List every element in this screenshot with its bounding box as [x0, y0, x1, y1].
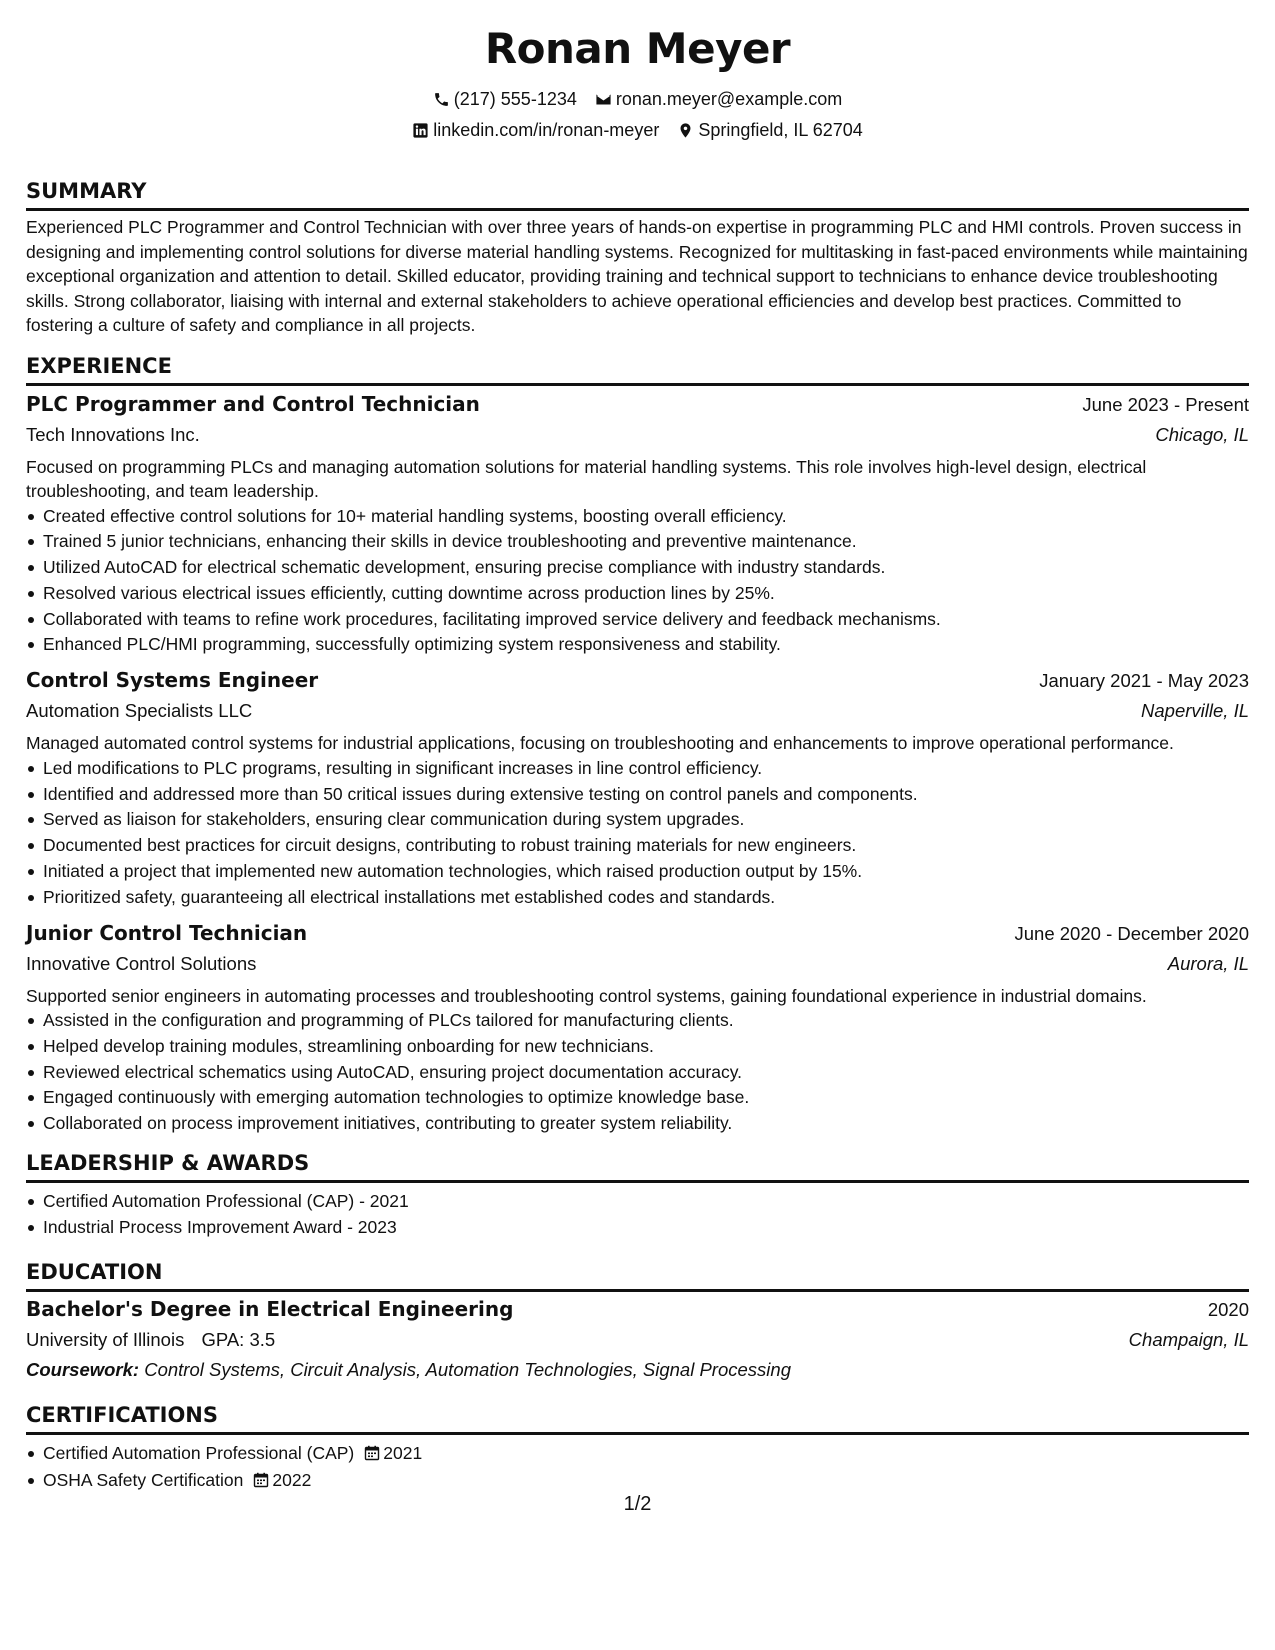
list-item: Resolved various electrical issues efficiently, cutting downtime across production lines by 25%. [26, 581, 1249, 607]
coursework-text: Control Systems, Circuit Analysis, Automation Technologies, Signal Processing [144, 1358, 791, 1380]
list-item: Reviewed electrical schematics using AutoCAD, ensuring project documentation accuracy. [26, 1060, 1249, 1086]
job-dates: January 2021 - May 2023 [1039, 670, 1249, 692]
job-description: Focused on programming PLCs and managing automation solutions for material handling systems. This role involves high-level design, electrical troubleshooting, and team leadership. [26, 456, 1147, 501]
list-item: Prioritized safety, guaranteeing all electrical installations met established codes and standards. [26, 885, 1249, 911]
candidate-name: Ronan Meyer [484, 24, 791, 73]
education-heading: EDUCATION [26, 1259, 1249, 1292]
linkedin-icon [412, 122, 429, 139]
gpa: GPA: 3.5 [201, 1328, 276, 1350]
education-degree-row [26, 1294, 1249, 1325]
list-item: Enhanced PLC/HMI programming, successfully optimizing system responsiveness and stability. [26, 632, 1249, 658]
coursework-label: Coursework: [26, 1358, 140, 1380]
list-item: Identified and addressed more than 50 critical issues during extensive testing on control panels and components. [26, 782, 1249, 808]
summary-section [26, 178, 1249, 338]
resume-header [26, 24, 1249, 141]
certifications-list [26, 1441, 1249, 1497]
job-description: Managed automated control systems for industrial applications, focusing on troubleshooting and enhancements to improve operational performance. [26, 733, 1174, 754]
list-item: Served as liaison for stakeholders, ensuring clear communication during system upgrades. [26, 807, 1249, 833]
certifications-section [26, 1402, 1249, 1497]
education-school-row [26, 1325, 1249, 1355]
job-bullets [26, 756, 1249, 911]
phone-text: (217) 555-1234 [453, 89, 577, 109]
certification-name: Certified Automation Professional (CAP) [43, 1442, 355, 1463]
list-item: Helped develop training modules, streamlining onboarding for new technicians. [26, 1034, 1249, 1060]
job-description: Supported senior engineers in automating processes and troubleshooting control systems, gaining foundational experience in industrial domains. [26, 985, 1147, 1006]
job-company: Automation Specialists LLC [26, 700, 253, 722]
job-entry [26, 665, 1249, 910]
summary-text: Experienced PLC Programmer and Control Technician with over three years of hands-on expertise in programming PLC and HMI controls. Proven success in designing and implementing control solutions for diverse material handling systems. Recognized for multitasking in fast-paced environments while maintaining exceptional organization and attention to detail. Skilled educator, providing training and technical support to technicians to enhance device troubleshooting skills. Strong collaborator, liaising with internal and external stakeholders to achieve operational efficiencies and develop best practices. Committed to fostering a culture of safety and compliance in all projects. [26, 217, 1248, 335]
job-bullets [26, 504, 1249, 659]
school-name: University of Illinois [26, 1328, 185, 1350]
coursework-line [26, 1355, 1249, 1385]
certification-year: 2022 [272, 1470, 312, 1491]
calendar-icon [364, 1443, 380, 1469]
certification-year: 2021 [383, 1442, 423, 1463]
certifications-heading: CERTIFICATIONS [26, 1402, 1249, 1435]
leadership-section [26, 1150, 1249, 1241]
job-title: Control Systems Engineer [26, 668, 319, 693]
job-company-row [26, 949, 1249, 979]
location-text: Springfield, IL 62704 [698, 120, 863, 140]
job-company-row [26, 696, 1249, 726]
leadership-heading: LEADERSHIP & AWARDS [26, 1150, 1249, 1183]
job-title-row [26, 665, 1249, 696]
job-title-row [26, 389, 1249, 420]
leadership-list [26, 1189, 1249, 1241]
job-company: Innovative Control Solutions [26, 952, 257, 974]
list-item: Certified Automation Professional (CAP) - 2021 [26, 1189, 1249, 1215]
list-item: Industrial Process Improvement Award - 2023 [26, 1215, 1249, 1241]
school-info [26, 1325, 275, 1355]
list-item: Trained 5 junior technicians, enhancing their skills in device troubleshooting and preventive maintenance. [26, 529, 1249, 555]
email-text[interactable]: ronan.meyer@example.com [615, 89, 843, 109]
list-item: Created effective control solutions for 10+ material handling systems, boosting overall efficiency. [26, 504, 1249, 530]
map-pin-icon [677, 122, 694, 139]
list-item: Led modifications to PLC programs, resulting in significant increases in line control efficiency. [26, 756, 1249, 782]
contact-linkedin[interactable] [412, 119, 659, 141]
job-title: Junior Control Technician [26, 920, 308, 945]
list-item: Collaborated with teams to refine work procedures, facilitating improved service delivery and feedback mechanisms. [26, 607, 1249, 633]
resume-page [26, 0, 1249, 1650]
job-location: Chicago, IL [1155, 423, 1249, 445]
job-company: Tech Innovations Inc. [26, 423, 200, 445]
job-entry [26, 918, 1249, 1137]
list-item: Utilized AutoCAD for electrical schematic development, ensuring precise compliance with industry standards. [26, 555, 1249, 581]
job-entry [26, 389, 1249, 659]
degree-title: Bachelor's Degree in Electrical Engineering [26, 1296, 514, 1321]
job-bullets [26, 1008, 1249, 1137]
envelope-icon [595, 91, 612, 108]
linkedin-text[interactable]: linkedin.com/in/ronan-meyer [433, 120, 660, 140]
contact-row-secondary [26, 119, 1249, 141]
list-item [26, 1441, 1249, 1469]
list-item: Engaged continuously with emerging automation technologies to optimize knowledge base. [26, 1085, 1249, 1111]
experience-heading: EXPERIENCE [26, 353, 1249, 386]
job-dates: June 2020 - December 2020 [1014, 922, 1249, 944]
experience-section [26, 353, 1249, 1138]
graduation-year: 2020 [1207, 1298, 1249, 1320]
contact-row-primary [26, 88, 1249, 110]
education-section [26, 1259, 1249, 1385]
summary-heading: SUMMARY [26, 178, 1249, 211]
contact-phone [433, 88, 577, 110]
job-location: Aurora, IL [1167, 952, 1249, 974]
list-item: Documented best practices for circuit designs, contributing to robust training materials for new engineers. [26, 833, 1249, 859]
contact-email[interactable] [595, 88, 842, 110]
job-location: Naperville, IL [1141, 700, 1249, 722]
list-item: Collaborated on process improvement initiatives, contributing to greater system reliability. [26, 1111, 1249, 1137]
job-title: PLC Programmer and Control Technician [26, 391, 480, 416]
list-item: Initiated a project that implemented new automation technologies, which raised production output by 15%. [26, 859, 1249, 885]
contact-location [677, 119, 862, 141]
certification-name: OSHA Safety Certification [43, 1470, 244, 1491]
page-number: 1/2 [623, 1493, 652, 1515]
phone-icon [433, 91, 450, 108]
school-location: Champaign, IL [1128, 1328, 1249, 1350]
job-title-row [26, 918, 1249, 949]
list-item: Assisted in the configuration and programming of PLCs tailored for manufacturing clients. [26, 1008, 1249, 1034]
job-dates: June 2023 - Present [1082, 393, 1249, 415]
job-company-row [26, 420, 1249, 450]
